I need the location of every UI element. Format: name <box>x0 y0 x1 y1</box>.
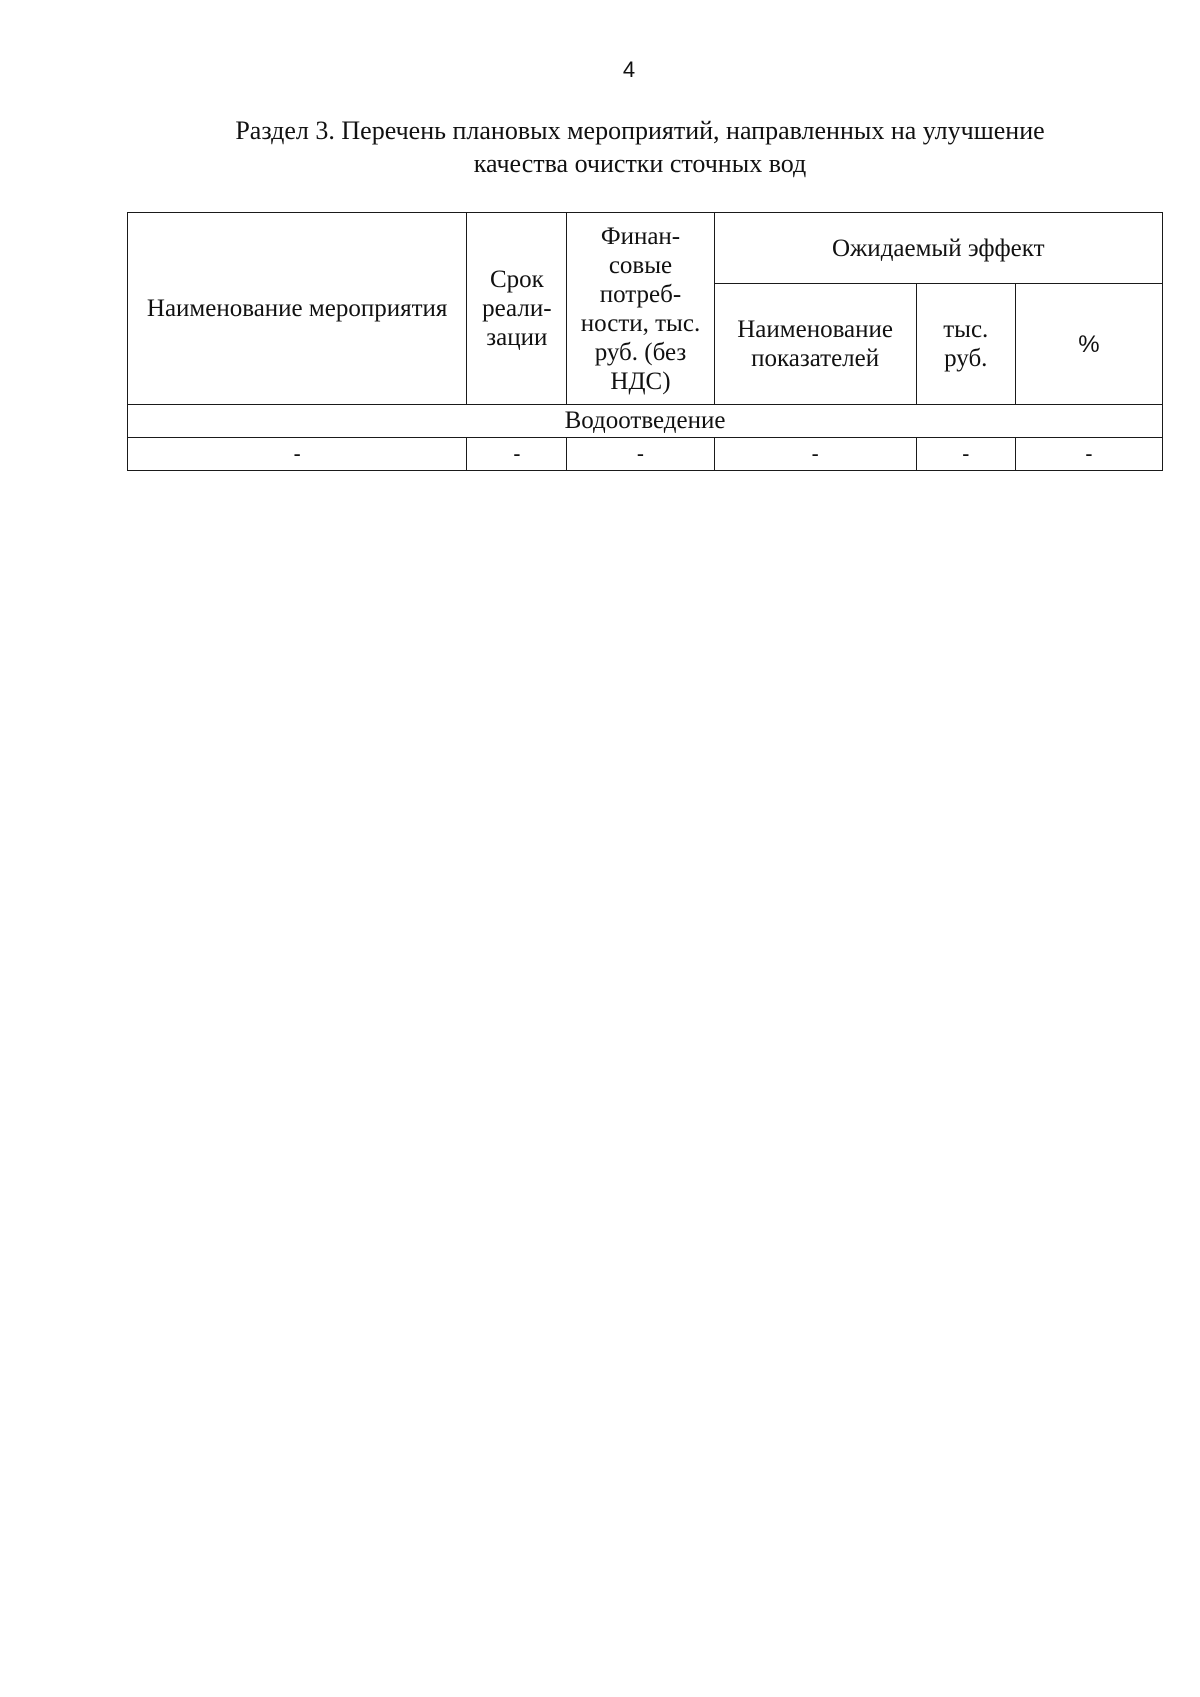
page-number: 4 <box>622 57 636 82</box>
section-row-wastewater: Водоотведение <box>128 405 1163 438</box>
header-indicators: Наименование показателей <box>714 284 916 405</box>
table-cell: - <box>567 438 714 471</box>
header-expected-effect: Ожидаемый эффект <box>714 213 1162 284</box>
header-term: Срок реали- зации <box>467 213 567 405</box>
table-cell: - <box>916 438 1015 471</box>
measures-table <box>127 212 1163 471</box>
section-heading-line-2: качества очистки сточных вод <box>473 149 807 178</box>
table-cell: - <box>1015 438 1162 471</box>
header-thous-rub: тыс. руб. <box>916 284 1015 405</box>
table-cell: - <box>714 438 916 471</box>
section-heading <box>160 114 1120 180</box>
table-row <box>128 438 1163 471</box>
table-cell: - <box>128 438 467 471</box>
header-measure-name: Наименование мероприятия <box>128 213 467 405</box>
header-finance: Финан- совые потреб- ности, тыс. руб. (без НДС) <box>567 213 714 405</box>
table-cell: - <box>467 438 567 471</box>
section-heading-line-1: Раздел 3. Перечень плановых мероприятий, направленных на улучшение <box>235 116 1045 145</box>
header-percent: % <box>1015 284 1162 405</box>
